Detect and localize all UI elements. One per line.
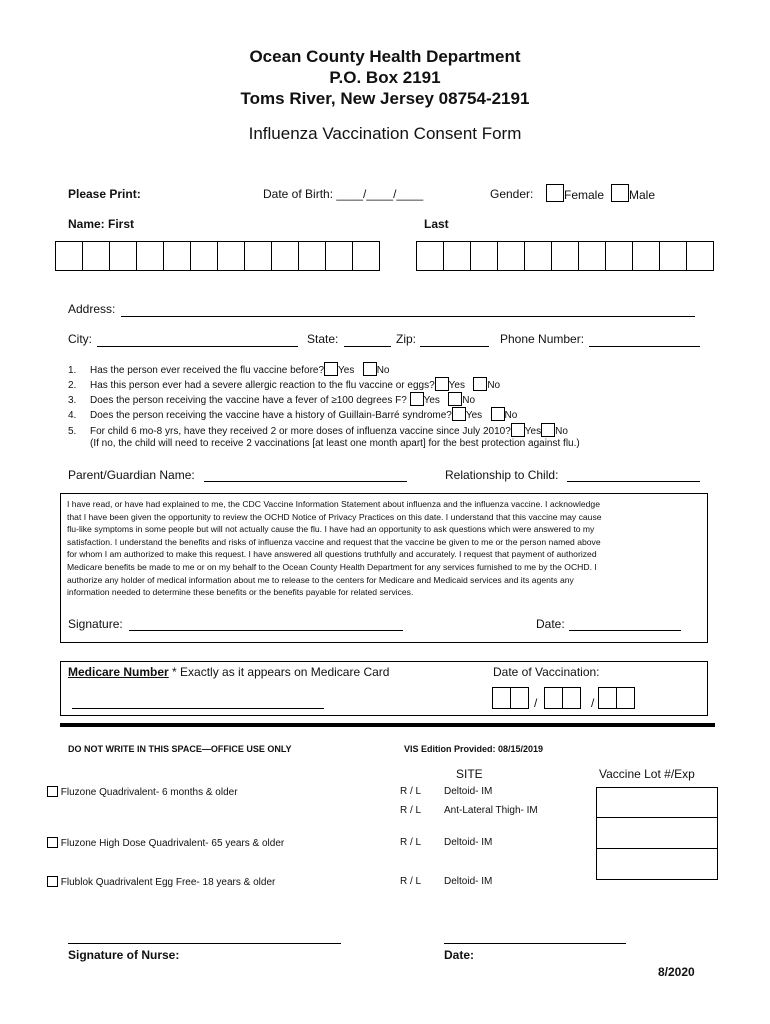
question-5: 5. For child 6 mo-8 yrs, have they received 2 or more doses of influenza vaccine since July 2010? Yes No: [68, 423, 568, 437]
city-input[interactable]: [97, 346, 298, 347]
male-label: Male: [629, 188, 656, 202]
name-cell[interactable]: [470, 241, 498, 271]
consent-line: information needed to determine these benefits or the benefits payable for related services.: [67, 587, 414, 598]
male-checkbox[interactable]: [611, 184, 629, 202]
name-cell[interactable]: [659, 241, 687, 271]
nurse-date-label: Date:: [444, 948, 475, 962]
name-cell[interactable]: [416, 241, 444, 271]
nurse-signature-input[interactable]: [68, 943, 341, 944]
vacc-month-boxes[interactable]: [492, 687, 529, 709]
nurse-date-input[interactable]: [444, 943, 626, 944]
medicare-number-input[interactable]: [72, 708, 324, 709]
q1-yes-checkbox[interactable]: [324, 362, 338, 376]
female-label: Female: [564, 188, 605, 202]
site-rl[interactable]: R / L: [400, 786, 422, 797]
lot-input[interactable]: [596, 848, 718, 880]
date-cell[interactable]: [598, 687, 617, 709]
state-label: State:: [307, 332, 339, 346]
revision-date: 8/2020: [658, 965, 695, 979]
vaccine-fluzone-quad[interactable]: Fluzone Quadrivalent- 6 months & older: [47, 786, 238, 798]
phone-input[interactable]: [589, 346, 700, 347]
name-cell[interactable]: [551, 241, 579, 271]
name-cell[interactable]: [578, 241, 606, 271]
q4-no-checkbox[interactable]: [491, 407, 505, 421]
name-cell[interactable]: [298, 241, 326, 271]
name-cell[interactable]: [686, 241, 714, 271]
consent-box: [60, 493, 708, 643]
consent-line: authorize any holder of medical information about me to release to the centers for Medicare and Medicaid services and its agents any: [67, 574, 574, 585]
site-rl[interactable]: R / L: [400, 805, 422, 816]
q2-yes-checkbox[interactable]: [435, 377, 449, 391]
header-city: Toms River, New Jersey 08754-2191: [240, 89, 530, 108]
vis-edition: VIS Edition Provided: 08/15/2019: [404, 744, 544, 754]
please-print-label: Please Print:: [68, 187, 141, 201]
vacc-year-boxes[interactable]: [598, 687, 635, 709]
header-po-box: P.O. Box 2191: [329, 68, 441, 87]
relationship-label: Relationship to Child:: [445, 468, 559, 482]
signature-input[interactable]: [129, 630, 403, 631]
date-cell[interactable]: [492, 687, 511, 709]
q3-yes-checkbox[interactable]: [410, 392, 424, 406]
last-name-label: Last: [424, 217, 449, 231]
nurse-signature-label: Signature of Nurse:: [68, 948, 180, 962]
q1-no-checkbox[interactable]: [363, 362, 377, 376]
name-cell[interactable]: [325, 241, 353, 271]
state-input[interactable]: [344, 346, 391, 347]
fluzone-high-dose-checkbox[interactable]: [47, 837, 58, 848]
name-cell[interactable]: [136, 241, 164, 271]
lot-input[interactable]: [596, 817, 718, 849]
vaccination-date-label: Date of Vaccination:: [493, 665, 600, 679]
form-title: Influenza Vaccination Consent Form: [248, 124, 522, 143]
male-option[interactable]: [611, 184, 655, 202]
q3-no-checkbox[interactable]: [448, 392, 462, 406]
last-name-boxes[interactable]: [416, 241, 714, 271]
first-name-boxes[interactable]: [55, 241, 380, 271]
header-org-name: Ocean County Health Department: [249, 47, 521, 66]
name-cell[interactable]: [217, 241, 245, 271]
relationship-input[interactable]: [567, 481, 700, 482]
question-1: 1. Has the person ever received the flu vaccine before? Yes No: [68, 362, 390, 376]
fluzone-quad-checkbox[interactable]: [47, 786, 58, 797]
question-3: 3. Does the person receiving the vaccine have a fever of ≥100 degrees F? Yes No: [68, 392, 475, 406]
name-cell[interactable]: [163, 241, 191, 271]
site-rl[interactable]: R / L: [400, 837, 422, 848]
site-heading: SITE: [456, 767, 483, 781]
vaccine-fluzone-high-dose[interactable]: Fluzone High Dose Quadrivalent- 65 years & older: [47, 837, 284, 849]
q4-yes-checkbox[interactable]: [452, 407, 466, 421]
consent-line: satisfaction. I understand the benefits and risks of influenza vaccine and request that the vaccine be given to me or the person named above: [67, 536, 601, 547]
office-divider: [60, 723, 715, 727]
name-cell[interactable]: [271, 241, 299, 271]
female-checkbox[interactable]: [546, 184, 564, 202]
q5-yes-checkbox[interactable]: [511, 423, 525, 437]
female-option[interactable]: [546, 184, 604, 202]
address-label: Address:: [68, 302, 116, 316]
signature-label: Signature:: [68, 617, 123, 631]
consent-date-label: Date:: [536, 617, 565, 631]
q2-no-checkbox[interactable]: [473, 377, 487, 391]
site-name: Deltoid- IM: [444, 837, 493, 848]
q5-no-checkbox[interactable]: [541, 423, 555, 437]
name-cell[interactable]: [55, 241, 83, 271]
name-cell[interactable]: [524, 241, 552, 271]
lot-heading: Vaccine Lot #/Exp: [599, 767, 695, 781]
gender-label: Gender:: [490, 187, 534, 201]
medicare-box: [60, 661, 708, 716]
question-2: 2. Has this person ever had a severe allergic reaction to the flu vaccine or eggs? Yes No: [68, 377, 500, 391]
lot-input[interactable]: [596, 787, 718, 818]
consent-line: that I have been given the opportunity to review the OCHD Notice of Privacy Practices on this date. I understand that this vaccine may cause: [67, 511, 602, 522]
name-cell[interactable]: [352, 241, 380, 271]
site-name: Deltoid- IM: [444, 786, 493, 797]
guardian-name-input[interactable]: [204, 481, 407, 482]
date-cell[interactable]: [510, 687, 529, 709]
site-rl[interactable]: R / L: [400, 876, 422, 887]
dob-field[interactable]: Date of Birth: ____/____/____: [263, 187, 424, 201]
consent-date-input[interactable]: [569, 630, 681, 631]
name-cell[interactable]: [497, 241, 525, 271]
consent-line: I have read, or have had explained to me, the CDC Vaccine Information Statement about influenza and the influenza vaccine. I acknowledge: [67, 499, 600, 509]
consent-line: flu-like symptoms in some people but will not actually cause the flu. I have had an opportunity to ask questions which were answered to my: [67, 524, 595, 535]
office-use-heading: DO NOT WRITE IN THIS SPACE—OFFICE USE ONLY: [68, 744, 292, 754]
name-cell[interactable]: [605, 241, 633, 271]
name-cell[interactable]: [190, 241, 218, 271]
date-cell[interactable]: [562, 687, 581, 709]
name-cell[interactable]: [632, 241, 660, 271]
question-4: 4. Does the person receiving the vaccine have a history of Guillain-Barré syndrome? Yes No: [68, 407, 517, 421]
name-cell[interactable]: [109, 241, 137, 271]
name-cell[interactable]: [443, 241, 471, 271]
question-5-note: (If no, the child will need to receive 2 vaccinations [at least one month apart] for the best protection against flu.): [90, 438, 580, 449]
zip-input[interactable]: [420, 346, 489, 347]
consent-line: for whom I am authorized to make this request. I have answered all questions truthfully and accurately. I request that payment of authorized: [67, 549, 597, 560]
name-cell[interactable]: [244, 241, 272, 271]
phone-label: Phone Number:: [500, 332, 585, 346]
vaccine-flublok[interactable]: Flublok Quadrivalent Egg Free- 18 years & older: [47, 876, 275, 888]
guardian-name-label: Parent/Guardian Name:: [68, 468, 195, 482]
city-label: City:: [68, 332, 92, 346]
first-name-label: Name: First: [68, 217, 135, 231]
flublok-checkbox[interactable]: [47, 876, 58, 887]
date-slash: /: [591, 696, 595, 710]
date-cell[interactable]: [544, 687, 563, 709]
name-cell[interactable]: [82, 241, 110, 271]
address-input[interactable]: [121, 316, 695, 317]
zip-label: Zip:: [396, 332, 417, 346]
date-cell[interactable]: [616, 687, 635, 709]
vacc-day-boxes[interactable]: [544, 687, 581, 709]
site-name: Ant-Lateral Thigh- IM: [444, 805, 538, 816]
medicare-label: Medicare Number * Exactly as it appears on Medicare Card: [68, 665, 390, 679]
site-name: Deltoid- IM: [444, 876, 493, 887]
date-slash: /: [534, 696, 538, 710]
consent-line: Medicare benefits be made to me or on my behalf to the Ocean County Health Department for any services furnished to me by the OCHD. I: [67, 561, 597, 572]
